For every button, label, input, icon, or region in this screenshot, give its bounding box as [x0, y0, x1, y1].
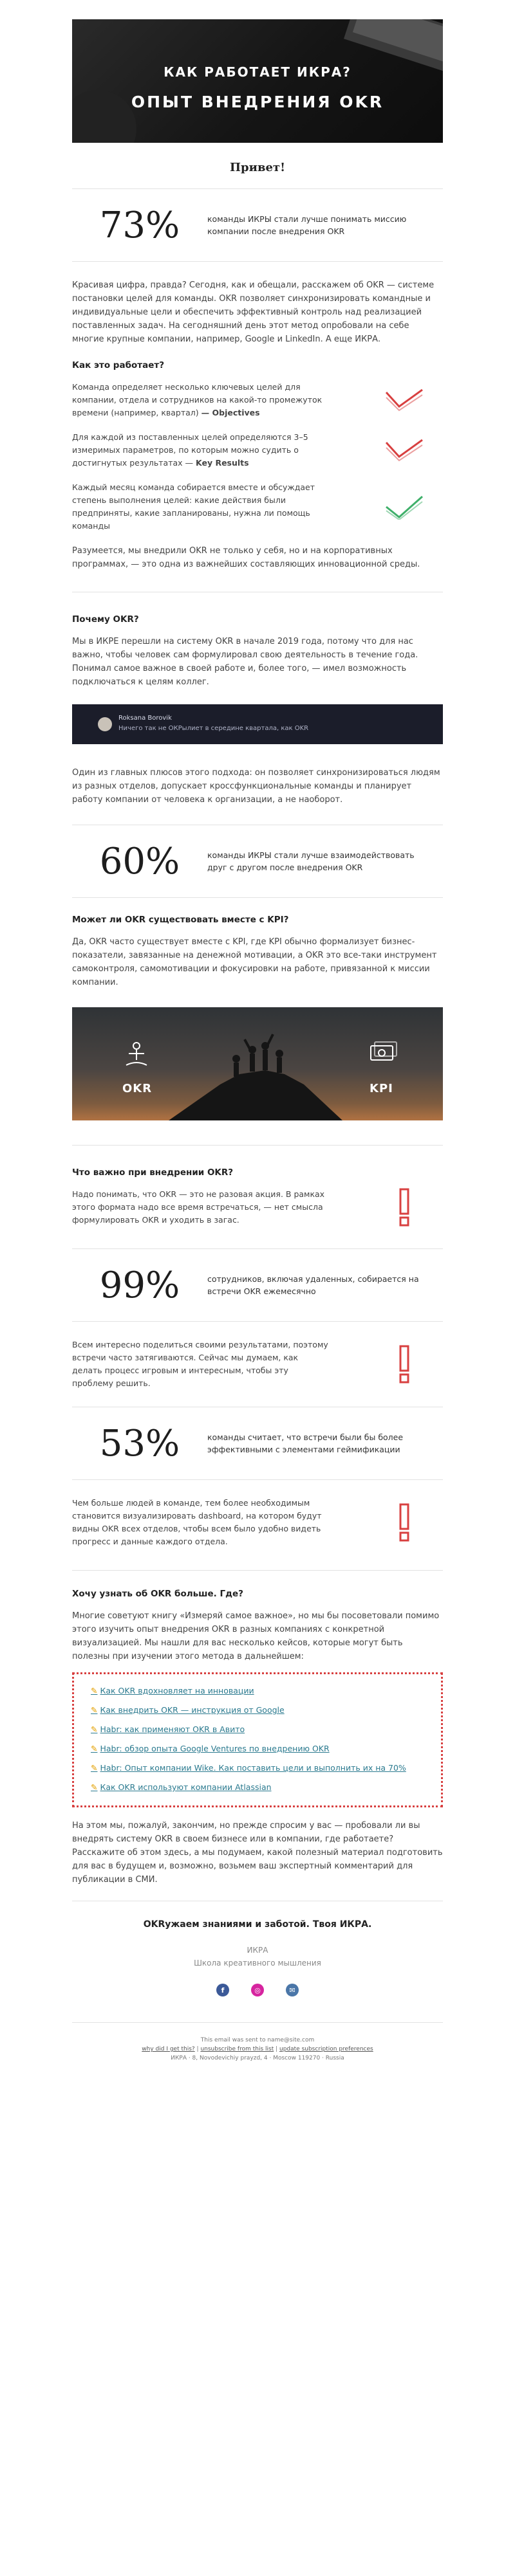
section-title-how: Как это работает?: [72, 360, 165, 370]
how-item-text: Для каждой из поставленных целей определяются 3–5 измеримых параметров, по которым можно судить о достигнутых результатах — Key Results: [72, 432, 308, 468]
case-link[interactable]: ✎ Как внедрить OKR — инструкция от Google: [91, 1705, 285, 1715]
section-title-why: Почему OKR?: [72, 614, 139, 625]
stat-value: 73%: [99, 204, 180, 246]
stat-text: сотрудников, включая удаленных, собирается на встречи OKR ежемесячно: [207, 1274, 419, 1296]
divider: [72, 2022, 443, 2023]
how-item: [72, 381, 443, 419]
hero-title: КАК РАБОТАЕТ ИКРА?: [164, 64, 351, 80]
how-item: [72, 431, 443, 470]
hero-decoration: [72, 19, 443, 143]
stat-value: 60%: [99, 840, 180, 882]
hero-banner: [72, 19, 443, 143]
stat-value: 99%: [99, 1264, 180, 1306]
social-links: [72, 1984, 443, 1996]
check-outline-icon: [366, 381, 443, 419]
intro-paragraph: Красивая цифра, правда? Сегодня, как и обещали, расскажем об OKR — системе постановки целей для команды. OKR позволяет синхронизировать командные и индивидуальные цели и обеспечить эффективный контроль над реализацией поставленных задач. На сегодняшний день этот метод опробовали на себе многие крупные компании, например, Google и LinkedIn. А еще ИКРА.: [72, 280, 435, 344]
why-paragraph-2: Один из главных плюсов этого подхода: он позволяет синхронизироваться людям из разных отделов, допускает кроссфункциональные команды и планирует работу компании от человека к организации, а не наоборот.: [72, 768, 440, 805]
stat-text: команды считает, что встречи были бы более эффективными с элементами геймификации: [207, 1432, 404, 1454]
instagram-icon[interactable]: ◎: [251, 1984, 264, 1996]
how-item-text: Каждый месяц команда собирается вместе и обсуждает степень выполнения целей: какие действия были предприняты, какие запланированы, нужна ли помощь команды: [72, 482, 315, 531]
section-title-kpi: Может ли OKR существовать вместе с KPI?: [72, 915, 289, 925]
check-green-icon: [366, 488, 443, 526]
okr-label: OKR: [122, 1082, 153, 1095]
unsubscribe-link[interactable]: unsubscribe from this list: [200, 2046, 274, 2052]
divider: [72, 1145, 443, 1146]
slack-message: [98, 712, 368, 736]
stat-value: 53%: [99, 1422, 180, 1465]
slack-author: Roksana Borovik: [118, 715, 172, 722]
case-link[interactable]: ✎ Как OKR вдохновляет на инновации: [91, 1686, 254, 1695]
money-icon: [371, 1042, 397, 1060]
why-link[interactable]: why did I get this?: [142, 2046, 195, 2052]
more-paragraph: Многие советуют книгу «Измеряй самое важное», но мы бы посоветовали помимо этого изучить опыт внедрения OKR в разных компаниях с конкретной визуализацией. Мы нашли для вас несколько кейсов, которые могут быть полезны при изучении этого метода в дальнейшем:: [72, 1611, 440, 1661]
okr-kpi-image: [72, 1007, 443, 1120]
important-item-text: Чем больше людей в команде, тем более необходимым становится визуализировать dashboard, на котором будут видны OKR всех отделов, чтобы всем было удобно видеть прогресс и данные каждого отдела.: [72, 1498, 322, 1546]
stat-block: [72, 825, 443, 897]
stat-block: [72, 1249, 443, 1321]
case-link[interactable]: ✎ Habr: обзор опыта Google Ventures по внедрению OKR: [91, 1744, 330, 1753]
avatar: [98, 717, 112, 731]
important-item: [72, 1338, 443, 1390]
case-link[interactable]: ✎ Habr: Опыт компании Wike. Как поставить цели и выполнить их на 70%: [91, 1763, 406, 1773]
divider: [72, 1479, 443, 1480]
footer-links: why did I get this? | unsubscribe from this list | update subscription preferences: [142, 2046, 373, 2052]
exclamation-icon: [366, 1345, 443, 1384]
how-item: [72, 481, 443, 533]
okr-figure-icon: [126, 1043, 147, 1065]
facebook-icon[interactable]: f: [216, 1984, 229, 1996]
stat-text: команды ИКРЫ стали лучше взаимодействовать друг с другом после внедрения OKR: [207, 850, 415, 872]
section-title-more: Хочу узнать об OKR больше. Где?: [72, 1589, 243, 1599]
preferences-link[interactable]: update subscription preferences: [279, 2046, 373, 2052]
pin-icon: ✎: [91, 1724, 98, 1734]
stat-block: [72, 1407, 443, 1479]
important-item: [72, 1497, 443, 1548]
stat-text: команды ИКРЫ стали лучше понимать миссию компании после внедрения OKR: [207, 214, 407, 236]
footer-sent-to: This email was sent to name@site.com: [200, 2037, 315, 2043]
pin-icon: ✎: [91, 1782, 98, 1792]
how-outro: Разумеется, мы внедрили OKR не только у себя, но и на корпоративных программах, — это одна из важнейших составляющих инновационной среды.: [72, 546, 420, 569]
more-outro: На этом мы, пожалуй, закончим, но прежде спросим у вас — пробовали ли вы внедрять систему OKR в своем бизнесе или в компании, где работаете? Расскажите об этом здесь, а мы подумаем, какой полезный материал подготовить для вас в будущем и, возможно, возьмем ваш экспертный комментарий для публикации в СМИ.: [72, 1821, 443, 1885]
divider: [72, 897, 443, 898]
case-link[interactable]: ✎ Как OKR используют компании Atlassian: [91, 1782, 272, 1792]
section-title-important: Что важно при внедрении OKR?: [72, 1167, 234, 1178]
vk-icon[interactable]: ✉: [286, 1984, 299, 1996]
exclamation-icon: [366, 1503, 443, 1542]
greeting: Привет!: [230, 161, 285, 174]
kpi-label: KPI: [370, 1082, 393, 1095]
closing-line: OKRужаем знаниями и заботой. Твоя ИКРА.: [143, 1919, 372, 1930]
how-item-text: Команда определяет несколько ключевых целей для компании, отдела и сотрудников на какой-то промежуток времени (например, квартал) — Objectives: [72, 382, 323, 417]
important-item-text: Всем интересно поделиться своими результатами, поэтому встречи часто затягиваются. Сейчас мы думаем, как делать процесс игровым и интересным, чтобы эту проблему решить.: [72, 1340, 328, 1388]
stat-block: [72, 189, 443, 261]
email-body: [72, 19, 443, 2063]
why-paragraph: Мы в ИКРЕ перешли на систему OKR в начале 2019 года, потому что для нас важно, чтобы человек сам формулировал свою деятельность в течение года. Понимал самое важное в своей работе и, более того, — имел возможность подключаться к целям коллег.: [72, 637, 418, 687]
slack-screenshot: [72, 704, 443, 744]
divider: [72, 1321, 443, 1322]
pin-icon: ✎: [91, 1705, 98, 1715]
brand-name: ИКРА: [247, 1946, 268, 1955]
slack-text: Ничего так не ОКРылиет в середине квартала, как OKR: [118, 725, 309, 732]
pin-icon: ✎: [91, 1744, 98, 1753]
pin-icon: ✎: [91, 1763, 98, 1773]
pin-icon: ✎: [91, 1686, 98, 1695]
important-item: [72, 1188, 443, 1227]
case-link[interactable]: ✎ Habr: как применяют OKR в Авито: [91, 1724, 245, 1734]
exclamation-icon: [366, 1188, 443, 1227]
silhouette-illustration: [72, 1007, 443, 1120]
links-box: [72, 1672, 443, 1807]
important-item-text: Надо понимать, что OKR — это не разовая акция. В рамках этого формата надо все время встречаться, — нет смысла формулировать OKR и уходить в загас.: [72, 1189, 325, 1225]
brand-tagline: Школа креативного мышления: [194, 1959, 321, 1968]
kpi-paragraph: Да, OKR часто существует вместе с KPI, где KPI обычно формализует бизнес-показатели, завязанные на денежной мотивации, а OKR это все-таки инструмент самоконтроля, самомотивации и фокусировки на работе, привязанной к миссии компании.: [72, 937, 437, 987]
check-outline-icon: [366, 431, 443, 470]
footer-address: ИКРА · 8, Novodevichiy prayzd, 4 · Moscow 119270 · Russia: [171, 2055, 344, 2061]
divider: [72, 1570, 443, 1571]
hero-subtitle: ОПЫТ ВНЕДРЕНИЯ OKR: [131, 93, 384, 111]
divider: [72, 261, 443, 262]
